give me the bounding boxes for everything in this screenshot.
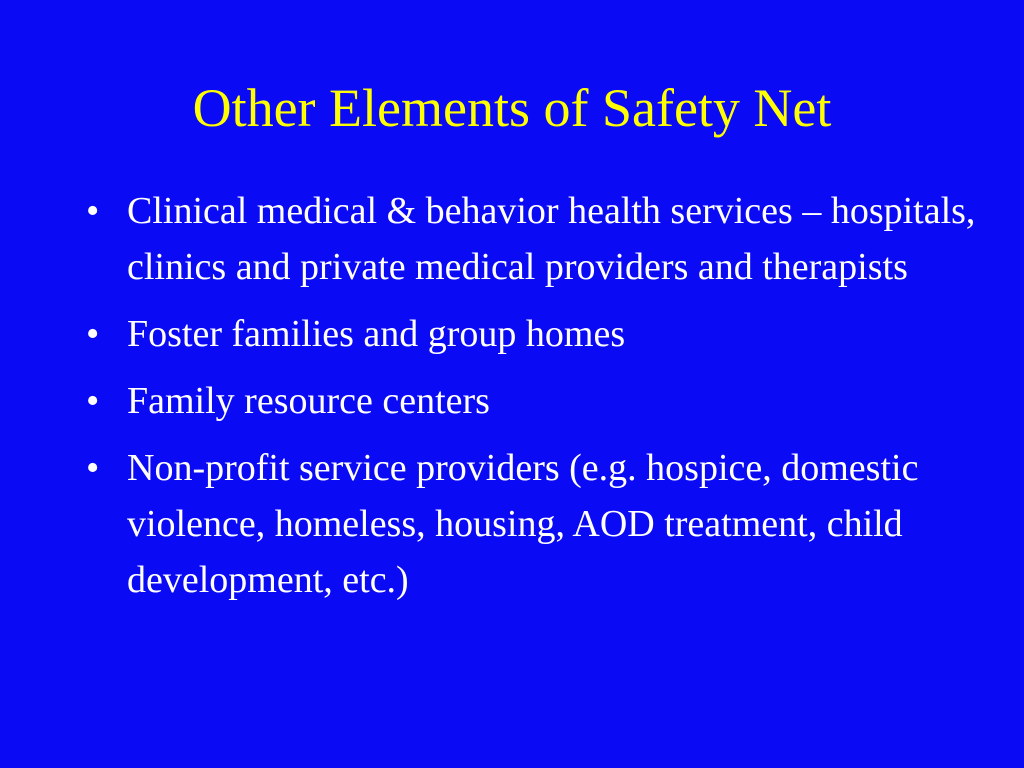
bullet-text: Family resource centers: [127, 380, 490, 422]
slide-title: Other Elements of Safety Net: [192, 78, 832, 138]
bullet-text: Non-profit service providers (e.g. hospice, domestic violence, homeless, housing, AOD treatment, child development, etc.): [127, 447, 919, 601]
bullet-icon: •: [86, 380, 100, 422]
bullet-item: [86, 183, 986, 295]
bullet-list: [86, 183, 986, 619]
bullet-item: [86, 373, 986, 429]
bullet-icon: •: [86, 190, 100, 232]
bullet-icon: •: [86, 313, 100, 355]
bullet-icon: •: [86, 447, 100, 489]
bullet-text: Foster families and group homes: [127, 313, 626, 355]
bullet-item: [86, 306, 986, 362]
bullet-text: Clinical medical & behavior health services – hospitals, clinics and private medical providers and therapists: [127, 190, 976, 288]
bullet-item: [86, 440, 986, 608]
